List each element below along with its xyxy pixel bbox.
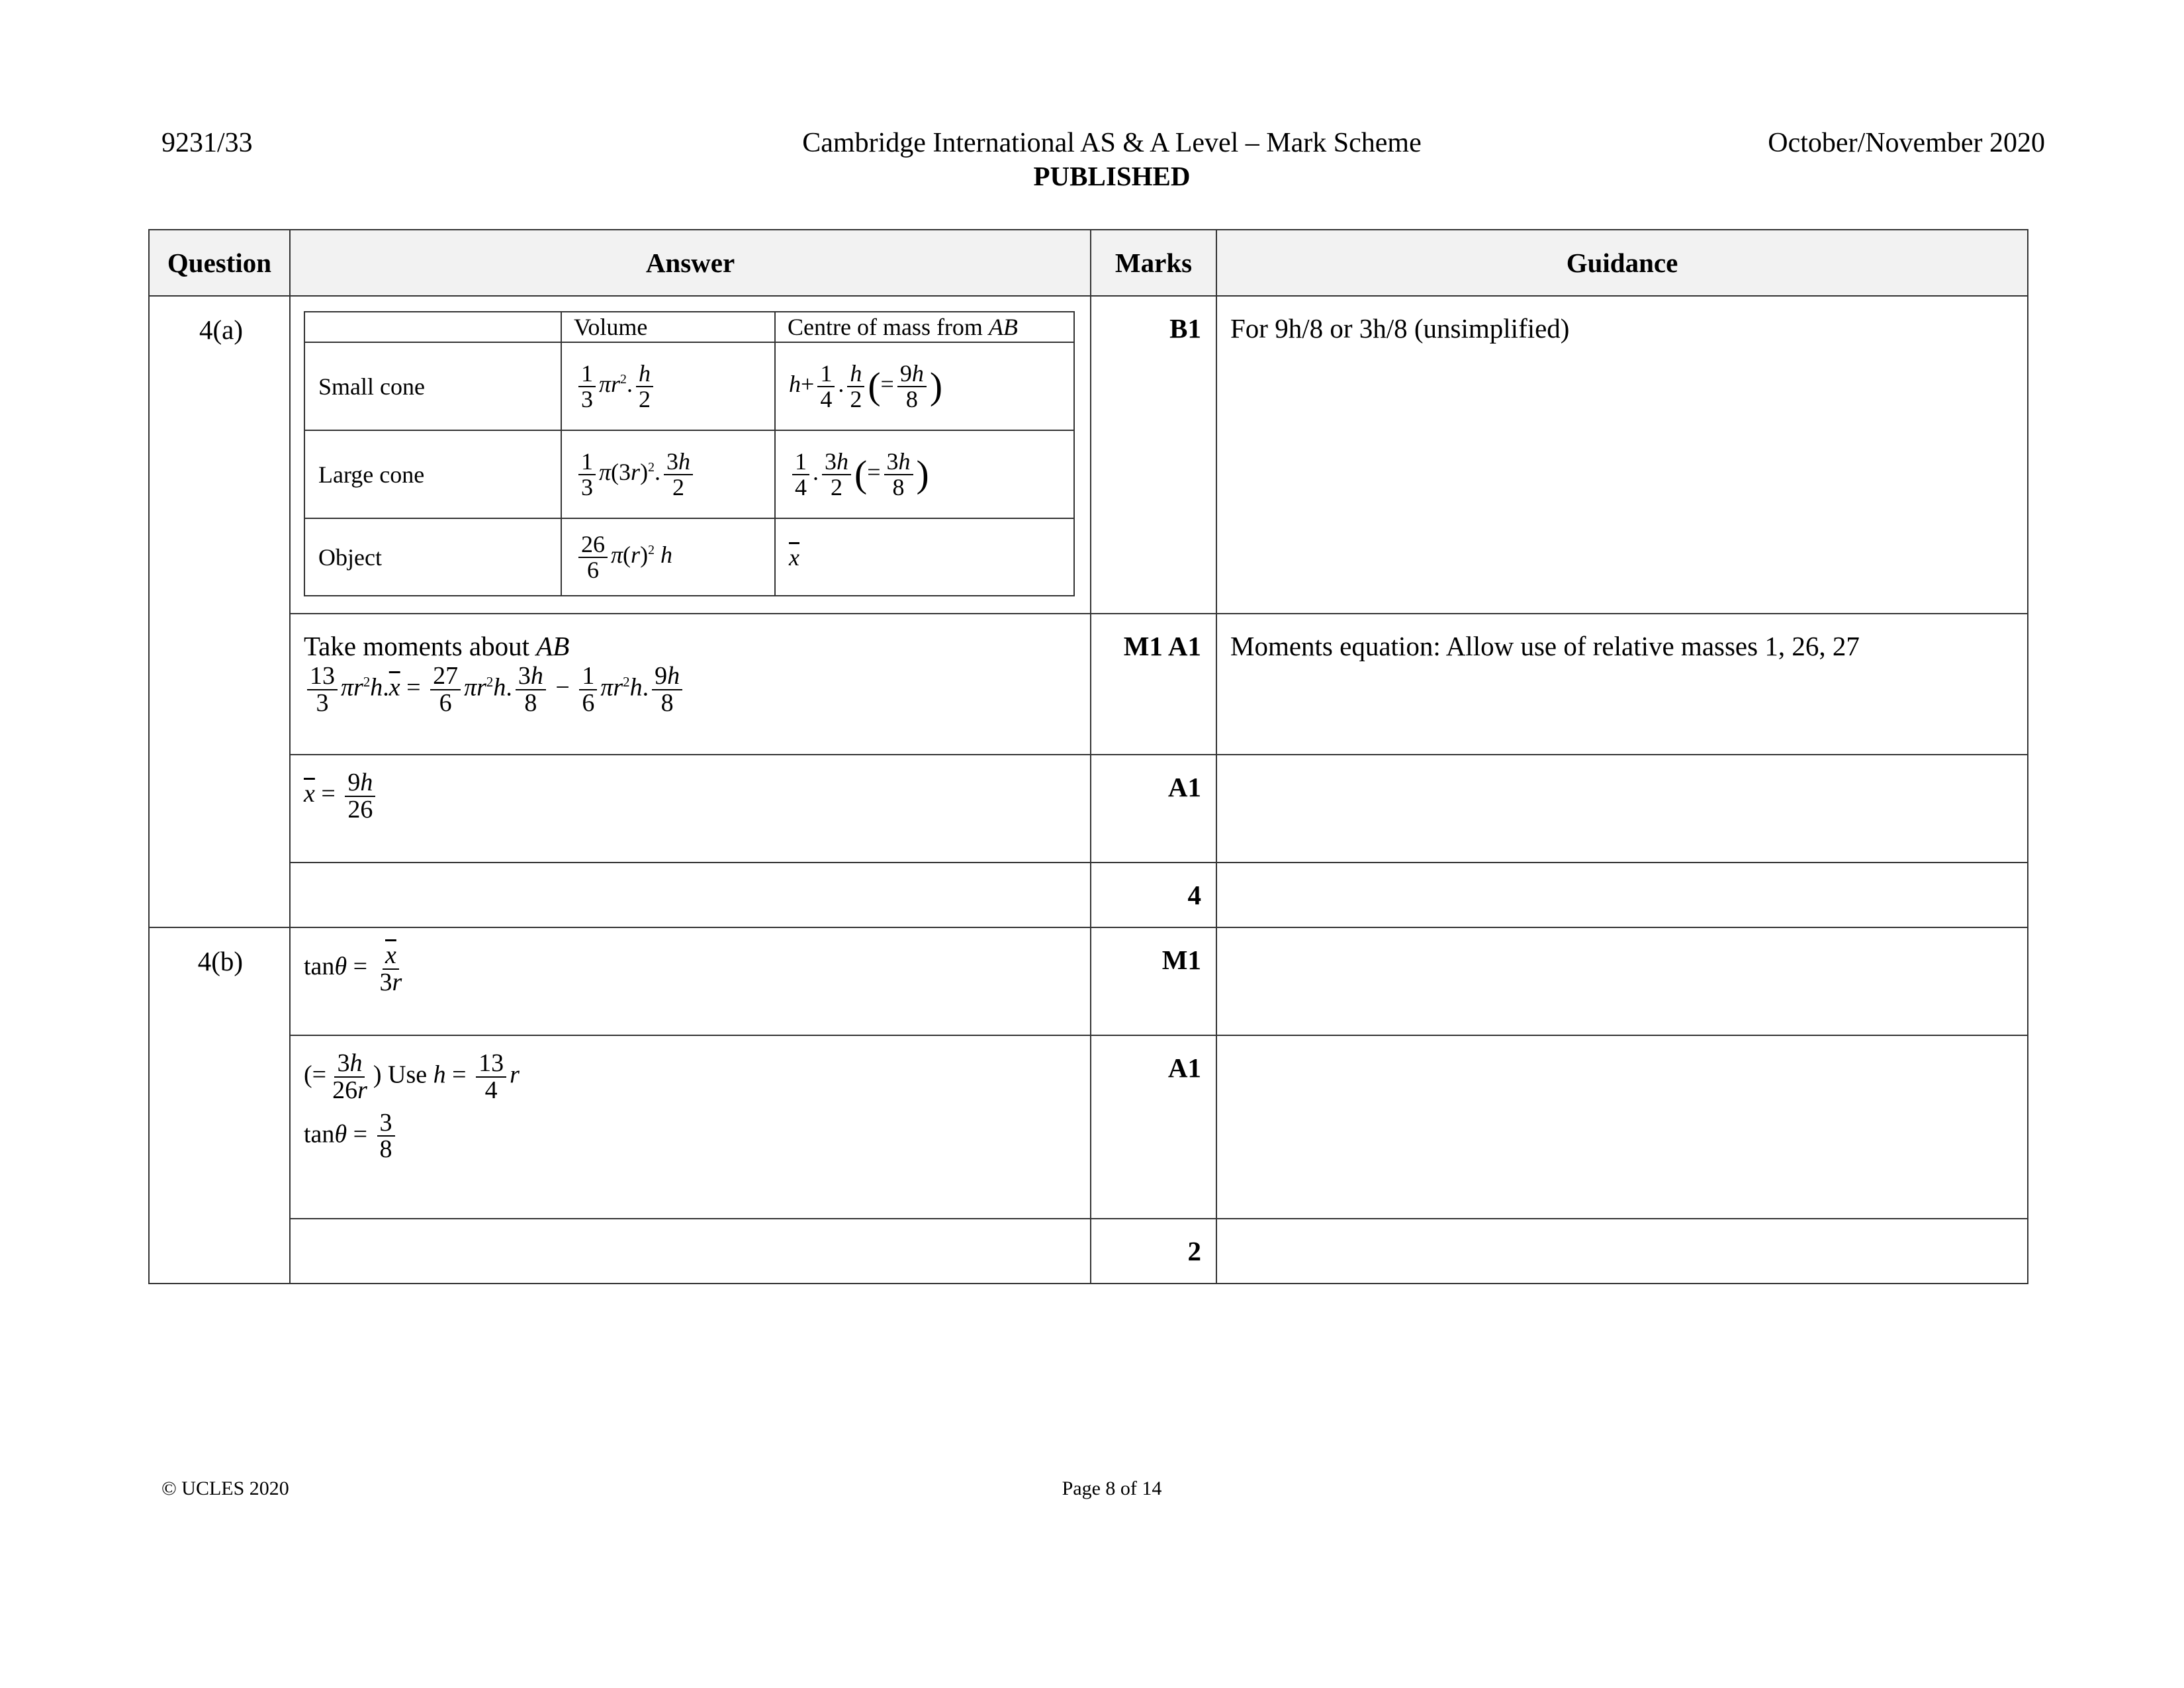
small-cone-volume: $\frac{1}{3}$ $\pi r^2$. $\frac{h}{2}$ [561, 342, 775, 430]
large-cone-centre: $\frac{1}{4}$ . $\frac{3h}{2}$ (= $\frac{3h}{8}$ ) [775, 430, 1074, 518]
xbar-answer: $\overline{x}$ = $\frac{9h}{26}$ [290, 755, 1091, 863]
inner-blank-header [304, 312, 561, 342]
moments-equation: $\frac{13}{3}$ $\pi r^2h.\overline{x}$ = $\frac{27}{6}$ $\pi r^2h$. $\frac{3h}{8}$ − $\frac{1}{6}$ $\pi r^2h$. $\frac{9h}{8}$ [304, 663, 1077, 716]
large-cone-volume: $\frac{1}{3}$ $\pi(3r)^2$. $\frac{3h}{2}$ [561, 430, 775, 518]
total-4b: 2 [1091, 1219, 1216, 1284]
use-text: Use [388, 1060, 428, 1089]
row-label-object: Object [304, 518, 561, 596]
guidance-empty [1216, 1219, 2028, 1284]
column-header-marks: Marks [1091, 230, 1216, 296]
mark-scheme-table [148, 229, 2028, 1284]
inner-header-volume: Volume [561, 312, 775, 342]
row-label-large-cone: Large cone [304, 430, 561, 518]
page-number: Page 8 of 14 [1062, 1477, 1162, 1499]
centre-of-mass-table [304, 311, 1075, 596]
mark-b1: B1 [1091, 296, 1216, 614]
column-header-question: Question [149, 230, 290, 296]
published-label: PUBLISHED [1033, 161, 1191, 191]
tan-theta-answer: tanθ = $\frac{\overline{x}}{3r}$ [290, 927, 1091, 1035]
answer-cell [290, 296, 1091, 614]
exam-session: October/November 2020 [1768, 128, 2045, 158]
tan-theta-result: (= $\frac{3h}{26r}$ ) Use h = $\frac{13}{4}$ r tanθ = $\frac{3}{8}$ [290, 1035, 1091, 1219]
column-header-answer: Answer [290, 230, 1091, 296]
guidance-b1: For 9h/8 or 3h/8 (unsimplified) [1216, 296, 2028, 614]
paper-code: 9231/33 [161, 128, 253, 158]
mark-m1a1: M1 A1 [1091, 614, 1216, 755]
column-header-guidance: Guidance [1216, 230, 2028, 296]
copyright: © UCLES 2020 [161, 1477, 289, 1499]
question-number-4a: 4(a) [149, 296, 290, 927]
moments-answer: Take moments about AB $\frac{13}{3}$ $\pi r^2h.\overline{x}$ = $\frac{27}{6}$ $\pi r^2h$. $\frac{3h}{8}$ − $\frac{1}{6}$ $\pi r^2h$. $\frac{9h}{8}$ [290, 614, 1091, 755]
guidance-moments: Moments equation: Allow use of relative masses 1, 26, 27 [1216, 614, 2028, 755]
row-label-small-cone: Small cone [304, 342, 561, 430]
guidance-empty [1216, 755, 2028, 863]
total-4a: 4 [1091, 863, 1216, 927]
question-number-4b: 4(b) [149, 927, 290, 1284]
mark-a1: A1 [1091, 755, 1216, 863]
answer-empty [290, 1219, 1091, 1284]
answer-empty [290, 863, 1091, 927]
inner-header-centre: Centre of mass from AB [775, 312, 1074, 342]
mark-a1-4b: A1 [1091, 1035, 1216, 1219]
mark-m1: M1 [1091, 927, 1216, 1035]
object-volume: $\frac{26}{6}$ $\pi(r)^2$ h [561, 518, 775, 596]
guidance-empty [1216, 1035, 2028, 1219]
small-cone-centre: h+ $\frac{1}{4}$ . $\frac{h}{2}$ (= $\frac{9h}{8}$ ) [775, 342, 1074, 430]
document-title: Cambridge International AS & A Level – Mark Scheme [802, 128, 1422, 158]
object-centre: $\overline{x}$ [775, 518, 1074, 596]
guidance-empty [1216, 863, 2028, 927]
guidance-empty [1216, 927, 2028, 1035]
